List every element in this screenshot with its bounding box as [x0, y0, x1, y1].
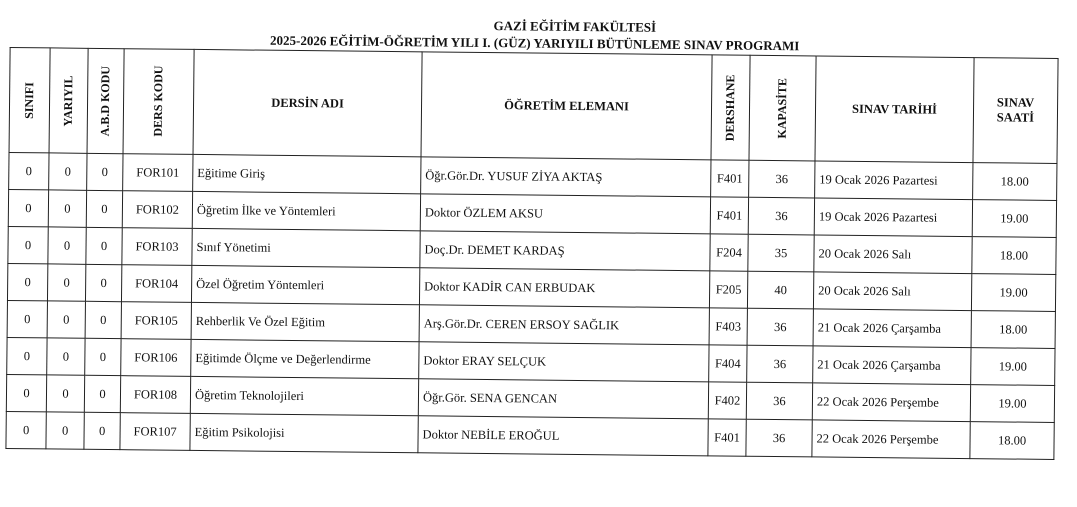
table-header-row [9, 48, 1058, 164]
cell-ders-adi: Rehberlik Ve Özel Eğitim [191, 302, 419, 341]
cell-ogretim-elemani: Doktor KADİR CAN ERBUDAK [419, 268, 709, 308]
cell-dershane: F204 [710, 234, 748, 271]
cell-ders-kodu: FOR107 [120, 413, 190, 451]
cell-abd-kodu: 0 [84, 375, 120, 412]
cell-ders-adi: Öğretim İlke ve Yöntemleri [192, 191, 420, 230]
cell-ogretim-elemani: Doktor ÖZLEM AKSU [420, 194, 710, 234]
cell-ogretim-elemani: Öğr.Gör. SENA GENCAN [418, 379, 708, 419]
col-abd-kodu: A.B.D KODU [87, 48, 124, 153]
cell-sinav-tarihi: 22 Ocak 2026 Perşembe [812, 420, 970, 459]
cell-ders-adi: Eğitime Giriş [193, 154, 421, 193]
cell-ders-kodu: FOR106 [121, 339, 191, 377]
cell-kapasite: 36 [749, 160, 815, 198]
cell-sinav-tarihi: 19 Ocak 2026 Pazartesi [815, 161, 973, 200]
cell-sinav-saati: 18.00 [970, 422, 1054, 460]
cell-ders-adi: Sınıf Yönetimi [192, 228, 420, 267]
cell-sinav-saati: 18.00 [973, 163, 1057, 201]
col-ders-adi: DERSİN ADI [193, 49, 422, 156]
cell-ders-kodu: FOR108 [120, 376, 190, 414]
cell-sinifi: 0 [8, 226, 48, 263]
cell-sinav-saati: 19.00 [971, 348, 1055, 386]
cell-sinifi: 0 [7, 263, 47, 300]
col-ders-kodu: DERS KODU [123, 49, 194, 155]
cell-abd-kodu: 0 [85, 338, 121, 375]
cell-ders-adi: Öğretim Teknolojileri [190, 376, 418, 415]
cell-ogretim-elemani: Doç.Dr. DEMET KARDAŞ [420, 231, 710, 271]
cell-dershane: F402 [708, 382, 746, 419]
cell-ders-kodu: FOR105 [121, 302, 191, 340]
cell-yariyil: 0 [49, 153, 87, 190]
cell-kapasite: 36 [746, 419, 812, 457]
col-kapasite: KAPASİTE [749, 55, 816, 161]
cell-yariyil: 0 [48, 190, 86, 227]
col-sinifi: SINIFI [9, 48, 50, 153]
cell-sinav-saati: 18.00 [972, 237, 1056, 275]
cell-dershane: F401 [711, 160, 749, 197]
cell-ders-adi: Eğitimde Ölçme ve Değerlendirme [191, 339, 419, 378]
cell-sinav-saati: 19.00 [972, 200, 1056, 238]
cell-dershane: F401 [710, 197, 748, 234]
cell-sinifi: 0 [9, 152, 49, 189]
cell-sinav-tarihi: 21 Ocak 2026 Çarşamba [813, 309, 971, 348]
cell-sinav-saati: 19.00 [970, 385, 1054, 423]
cell-ders-adi: Eğitim Psikolojisi [190, 413, 418, 452]
cell-yariyil: 0 [46, 375, 84, 412]
cell-abd-kodu: 0 [85, 301, 121, 338]
cell-ogretim-elemani: Doktor NEBİLE EROĞUL [418, 416, 708, 456]
exam-schedule-table [5, 47, 1058, 460]
cell-yariyil: 0 [48, 227, 86, 264]
cell-abd-kodu: 0 [84, 412, 120, 449]
cell-ders-kodu: FOR104 [121, 265, 191, 303]
cell-sinifi: 0 [7, 337, 47, 374]
cell-yariyil: 0 [47, 338, 85, 375]
cell-ders-kodu: FOR101 [123, 154, 193, 192]
cell-sinav-saati: 19.00 [971, 274, 1055, 312]
cell-dershane: F205 [709, 271, 747, 308]
cell-kapasite: 40 [747, 271, 813, 309]
col-dershane: DERSHANE [711, 55, 750, 160]
cell-kapasite: 36 [748, 197, 814, 235]
cell-ders-kodu: FOR102 [122, 191, 192, 229]
cell-kapasite: 36 [747, 308, 813, 346]
cell-sinav-tarihi: 21 Ocak 2026 Çarşamba [813, 346, 971, 385]
col-sinav-saati: SINAV SAATİ [973, 58, 1058, 164]
exam-schedule-document [5, 12, 1060, 460]
cell-sinav-saati: 18.00 [971, 311, 1055, 349]
cell-dershane: F401 [708, 419, 746, 456]
cell-yariyil: 0 [46, 412, 84, 449]
cell-abd-kodu: 0 [86, 190, 122, 227]
cell-kapasite: 36 [746, 382, 812, 420]
col-ogretim-elemani: ÖĞRETİM ELEMANI [421, 52, 712, 160]
faculty-title: GAZİ EĞİTİM FAKÜLTESİ [493, 18, 657, 35]
cell-kapasite: 36 [747, 345, 813, 383]
cell-yariyil: 0 [47, 264, 85, 301]
cell-ders-adi: Özel Öğretim Yöntemleri [191, 265, 419, 304]
cell-abd-kodu: 0 [87, 153, 123, 190]
cell-sinifi: 0 [8, 189, 48, 226]
cell-ders-kodu: FOR103 [122, 228, 192, 266]
cell-sinav-tarihi: 19 Ocak 2026 Pazartesi [814, 198, 972, 237]
cell-yariyil: 0 [47, 301, 85, 338]
cell-sinifi: 0 [6, 411, 46, 448]
cell-sinav-tarihi: 20 Ocak 2026 Salı [813, 272, 971, 311]
cell-ogretim-elemani: Öğr.Gör.Dr. YUSUF ZİYA AKTAŞ [421, 157, 711, 197]
cell-abd-kodu: 0 [86, 227, 122, 264]
cell-dershane: F404 [709, 345, 747, 382]
cell-dershane: F403 [709, 308, 747, 345]
cell-sinav-tarihi: 22 Ocak 2026 Perşembe [812, 383, 970, 422]
cell-kapasite: 35 [748, 234, 814, 272]
cell-sinav-tarihi: 20 Ocak 2026 Salı [814, 235, 972, 274]
program-title: 2025-2026 EĞİTİM-ÖĞRETİM YILI I. (GÜZ) YARIYILI BÜTÜNLEME SINAV PROGRAMI [269, 32, 800, 54]
cell-ogretim-elemani: Arş.Gör.Dr. CEREN ERSOY SAĞLIK [419, 305, 709, 345]
cell-ogretim-elemani: Doktor ERAY SELÇUK [419, 342, 709, 382]
cell-sinifi: 0 [6, 374, 46, 411]
cell-abd-kodu: 0 [85, 264, 121, 301]
col-sinav-tarihi: SINAV TARİHİ [815, 56, 974, 163]
cell-sinifi: 0 [7, 300, 47, 337]
col-yariyil: YARIYIL [49, 48, 88, 153]
